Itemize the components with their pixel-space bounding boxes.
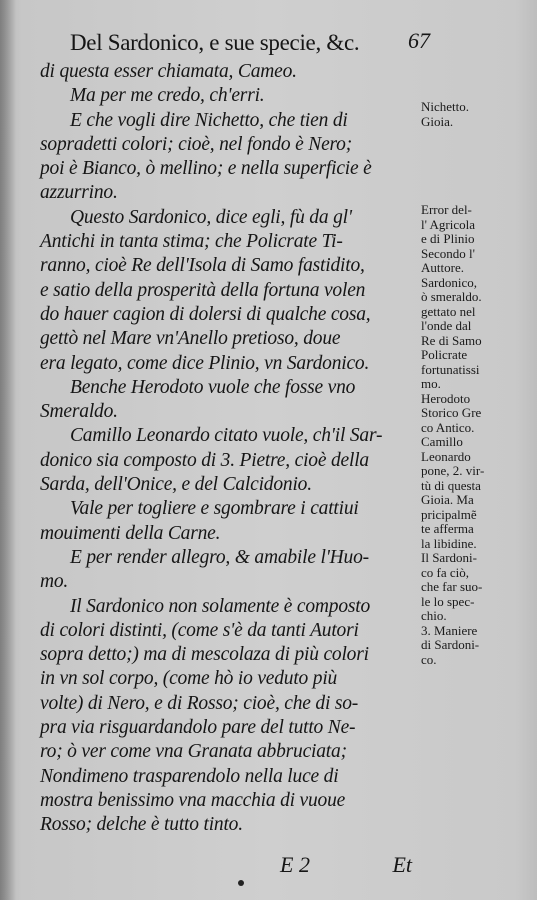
margin-note-line: che far suo-: [421, 579, 483, 594]
margin-note-line: Nichetto.: [421, 99, 470, 114]
page-footer: [270, 852, 420, 878]
margin-note-line: Secondo l': [421, 245, 475, 261]
margin-note-line: Il Sardoni-: [421, 550, 477, 565]
margin-note-errors-and-virtues: [421, 203, 529, 667]
text-line: Benche Herodoto vuole che fosse vno: [70, 376, 356, 398]
page-header: [70, 30, 430, 60]
text-line: E per render allegro, & amabile l'Huo-: [70, 546, 369, 568]
margin-note-nichetto: [421, 100, 529, 129]
margin-note-line: Leonardo: [421, 448, 471, 464]
text-line: mostra benissimo vna macchia di vuoue: [40, 789, 346, 811]
text-line: Rosso; delche è tutto tinto.: [40, 814, 243, 836]
margin-note-line: co fa ciò,: [421, 564, 470, 580]
margin-note-line: Storico Gre: [421, 405, 482, 420]
margin-note-line: l' Agricola: [421, 216, 475, 232]
margin-note-line: l'onde dal: [421, 318, 472, 333]
text-line: Sarda, dell'Onice, e del Calcidonio.: [40, 474, 312, 496]
text-line: in vn sol corpo, (come hò io veduto più: [40, 668, 338, 690]
text-line: Vale per togliere e sgombrare i cattiui: [70, 498, 359, 520]
margin-note-line: chio.: [421, 608, 447, 623]
text-line: ro; ò ver come vna Granata abbruciata;: [40, 741, 347, 763]
margin-note-line: pone, 2. vir-: [421, 463, 485, 478]
text-line: ranno, cioè Re dell'Isola di Samo fastidito,: [40, 255, 365, 277]
margin-note-line: Camillo: [421, 434, 463, 449]
margin-note-line: Error del-: [421, 202, 472, 217]
text-line: di questa esser chiamata, Cameo.: [40, 61, 297, 82]
margin-note-line: Re di Samo: [421, 332, 482, 348]
text-line: donico sia composto di 3. Pietre, cioè della: [40, 449, 369, 471]
margin-note-line: le lo spec-: [421, 593, 475, 609]
margin-note-line: co.: [421, 651, 437, 667]
text-line: mo.: [40, 571, 69, 593]
text-line: Questo Sardonico, dice egli, fù da gl': [70, 206, 352, 228]
text-line: E che vogli dire Nichetto, che tien di: [70, 109, 348, 131]
text-line: mouimenti della Carne.: [40, 522, 221, 544]
margin-note-line: tù di questa: [421, 477, 481, 493]
margin-note-line: Auttore.: [421, 260, 464, 275]
margin-note-line: mo.: [421, 376, 441, 391]
text-line: pra via risguardandolo pare del tutto Ne-: [40, 717, 356, 739]
margin-note-line: fortunatissi: [421, 361, 480, 377]
text-line: Camillo Leonardo citato vuole, ch'il Sar-: [70, 425, 383, 447]
page-number: 67: [408, 28, 430, 53]
signature-mark: E 2: [280, 852, 310, 877]
text-line: Il Sardonico non solamente è composto: [70, 595, 371, 617]
ink-spot: [238, 880, 244, 886]
text-line: azzurrino.: [40, 182, 118, 204]
margin-note-line: gettato nel: [421, 303, 476, 319]
margin-note-line: Policrate: [421, 347, 468, 362]
text-line: gettò nel Mare vn'Anello pretioso, doue: [40, 328, 341, 350]
text-line: Nondimeno trasparendolo nella luce di: [40, 765, 339, 787]
margin-note-line: Gioia.: [421, 113, 454, 129]
text-line: poi è Bianco, ò mellino; e nella superficie è: [40, 158, 372, 180]
text-line: do hauer cagion di dolersi di qualche cosa,: [40, 303, 371, 325]
text-line: Antichi in tanta stima; che Policrate Ti-: [40, 231, 343, 253]
text-line: di colori distinti, (come s'è da tanti Autori: [40, 619, 359, 641]
margin-note-line: co Antico.: [421, 419, 475, 435]
margin-note-line: la libidine.: [421, 535, 477, 551]
catchword: Et: [392, 852, 412, 877]
text-line: volte) di Nero, e di Rosso; cioè, che di so-: [40, 692, 359, 714]
margin-note-line: di Sardoni-: [421, 637, 480, 652]
margin-note-line: 3. Maniere: [421, 622, 478, 638]
gutter-shadow: [0, 0, 16, 900]
text-line: Smeraldo.: [40, 401, 118, 423]
text-line: sopra detto;) ma di mescolaza di più colori: [40, 644, 369, 666]
margin-note-line: Herodoto: [421, 390, 471, 406]
margin-note-line: e di Plinio: [421, 231, 475, 246]
margin-note-line: Gioia. Ma: [421, 492, 474, 507]
margin-note-line: Sardonico,: [421, 274, 477, 290]
text-line: era legato, come dice Plinio, vn Sardonico.: [40, 352, 370, 374]
margin-note-line: pricipalmẽ: [421, 506, 477, 522]
margin-note-line: te afferma: [421, 521, 474, 536]
text-line: Ma per me credo, ch'erri.: [70, 85, 265, 107]
text-line: sopradetti colori; cioè, nel fondo è Nero;: [40, 133, 353, 155]
margin-note-line: ò smeraldo.: [421, 289, 482, 304]
main-text-column: [40, 60, 425, 838]
text-line: e satio della prosperità della fortuna volen: [40, 279, 366, 301]
running-title: Del Sardonico, e sue specie, &c.: [70, 30, 360, 55]
